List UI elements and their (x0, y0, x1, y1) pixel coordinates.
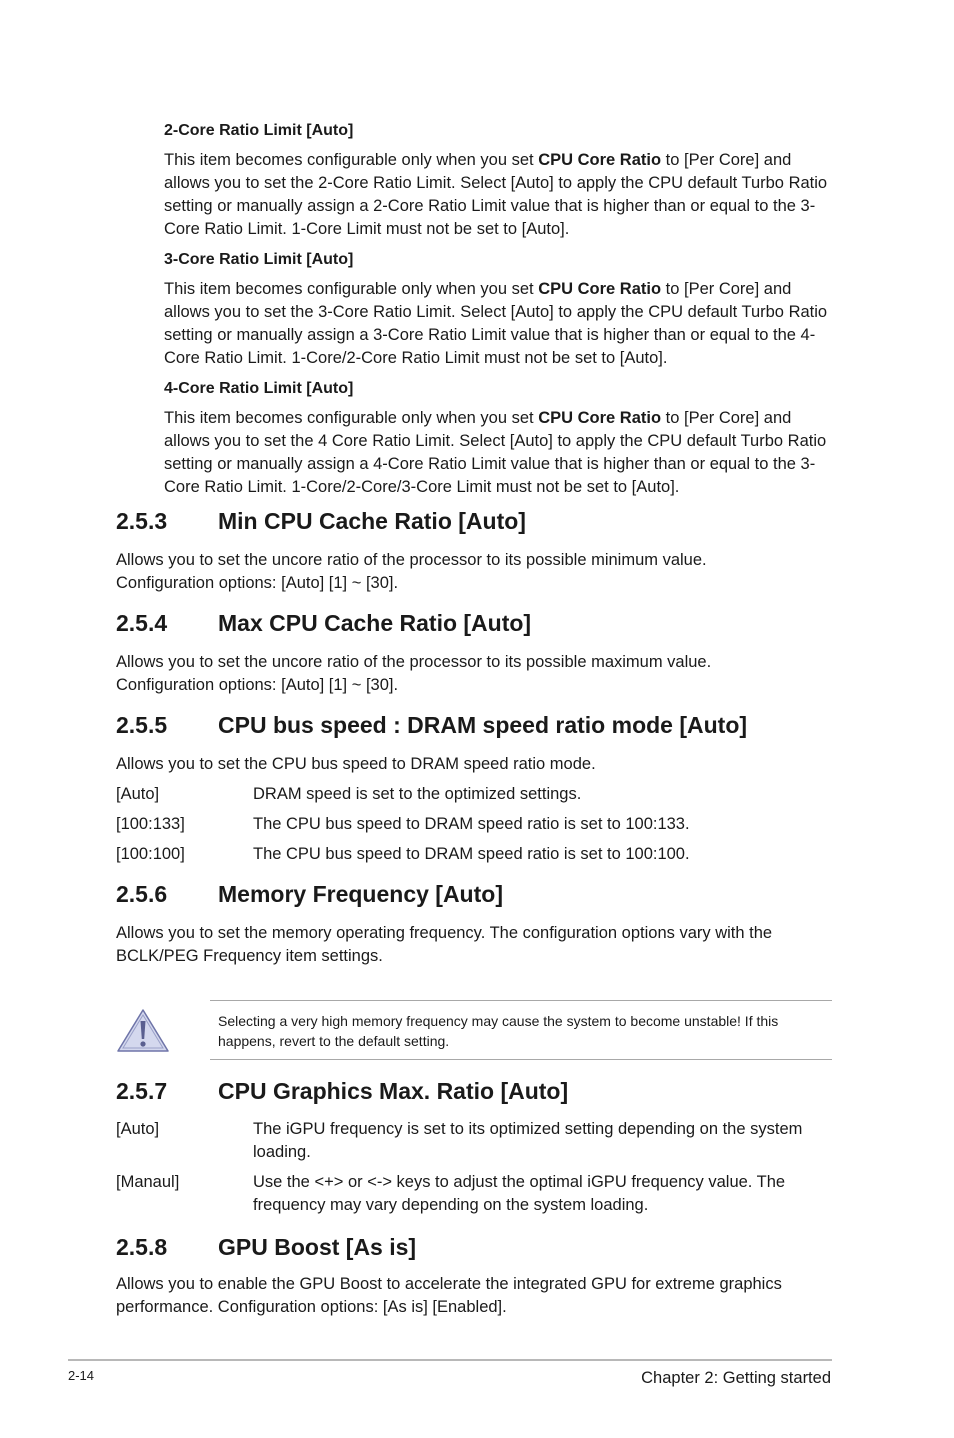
section-title: Max CPU Cache Ratio [Auto] (218, 610, 532, 636)
warning-triangle-icon (116, 1007, 170, 1053)
warning-notice (116, 1000, 832, 1060)
section-heading (116, 711, 747, 739)
option-row (116, 813, 836, 836)
section-title: GPU Boost [As is] (218, 1234, 417, 1260)
section-heading (116, 507, 526, 535)
section-heading (116, 609, 531, 637)
section-text: Allows you to enable the GPU Boost to accelerate the integrated GPU for extreme graphics performance. Configuration options: [As is] [Enabled]. (116, 1275, 782, 1316)
option-key: [Auto] (116, 1120, 160, 1138)
section-text: Configuration options: [Auto] [1] ~ [30]. (116, 574, 399, 592)
section-number: 2.5.7 (116, 1078, 168, 1104)
subsection-title: 2-Core Ratio Limit [Auto] (164, 122, 354, 139)
warning-text: Selecting a very high memory frequency may cause the system to become unstable! If this happens, revert to the default setting. (218, 1013, 779, 1049)
section-number: 2.5.6 (116, 881, 168, 907)
section-text: Allows you to set the uncore ratio of the processor to its possible maximum value. (116, 653, 712, 671)
option-key: [Manaul] (116, 1173, 180, 1191)
section-text: Allows you to set the memory operating frequency. The configuration options vary with the BCLK/PEG Frequency item settings. (116, 924, 773, 965)
page-number: 2-14 (68, 1368, 95, 1383)
section-heading (116, 1233, 416, 1261)
section-heading (116, 880, 503, 908)
section-text: Allows you to set the uncore ratio of the processor to its possible minimum value. (116, 551, 707, 569)
option-row (116, 843, 836, 866)
chapter-title: Chapter 2: Getting started (641, 1369, 831, 1387)
option-value: The CPU bus speed to DRAM speed ratio is set to 100:133. (253, 815, 690, 833)
section-title: Memory Frequency [Auto] (218, 881, 503, 907)
option-key: [100:100] (116, 845, 185, 863)
subsection-title: 4-Core Ratio Limit [Auto] (164, 380, 354, 397)
section-number: 2.5.5 (116, 712, 168, 738)
option-value: Use the <+> or <-> keys to adjust the optimal iGPU frequency value. The frequency may vary depending on the system loading. (253, 1173, 786, 1214)
section-text: Configuration options: [Auto] [1] ~ [30]. (116, 676, 399, 694)
section-title: CPU bus speed : DRAM speed ratio mode [Auto] (218, 712, 748, 738)
option-key: [Auto] (116, 785, 160, 803)
option-value: The CPU bus speed to DRAM speed ratio is set to 100:100. (253, 845, 690, 863)
section-text: Allows you to set the CPU bus speed to DRAM speed ratio mode. (116, 755, 596, 773)
option-row (116, 1171, 836, 1217)
section-number: 2.5.4 (116, 610, 168, 636)
footer-divider (68, 1359, 832, 1361)
section-number: 2.5.3 (116, 508, 168, 534)
section-heading (116, 1077, 568, 1105)
divider (210, 1000, 832, 1001)
subsection-text: This item becomes configurable only when you set CPU Core Ratio to [Per Core] and allows you to set the 4 Core Ratio Limit. Select [Auto] to apply the CPU default Turbo Ratio setting or manually assign a 4-Core Ratio Limit value that is higher than or equal to the 3-Core Ratio Limit. 1-Core/2-Core/3-Core Limit must not be set to [Auto]. (164, 409, 827, 496)
section-title: Min CPU Cache Ratio [Auto] (218, 508, 526, 534)
subsection-title: 3-Core Ratio Limit [Auto] (164, 251, 354, 268)
option-row (116, 783, 836, 806)
section-number: 2.5.8 (116, 1234, 168, 1260)
option-value: The iGPU frequency is set to its optimized setting depending on the system loading. (253, 1120, 803, 1161)
option-value: DRAM speed is set to the optimized settings. (253, 785, 582, 803)
subsection-text: This item becomes configurable only when you set CPU Core Ratio to [Per Core] and allows you to set the 2-Core Ratio Limit. Select [Auto] to apply the CPU default Turbo Ratio setting or manually assign a 2-Core Ratio Limit value that is higher than or equal to the 3-Core Ratio Limit. 1-Core Limit must not be set to [Auto]. (164, 151, 828, 238)
option-row (116, 1118, 836, 1164)
option-key: [100:133] (116, 815, 185, 833)
divider (210, 1059, 832, 1060)
section-title: CPU Graphics Max. Ratio [Auto] (218, 1078, 569, 1104)
subsection-text: This item becomes configurable only when you set CPU Core Ratio to [Per Core] and allows you to set the 3-Core Ratio Limit. Select [Auto] to apply the CPU default Turbo Ratio setting or manually assign a 3-Core Ratio Limit value that is higher than or equal to the 4-Core Ratio Limit. 1-Core/2-Core Ratio Limit must not be set to [Auto]. (164, 280, 828, 367)
